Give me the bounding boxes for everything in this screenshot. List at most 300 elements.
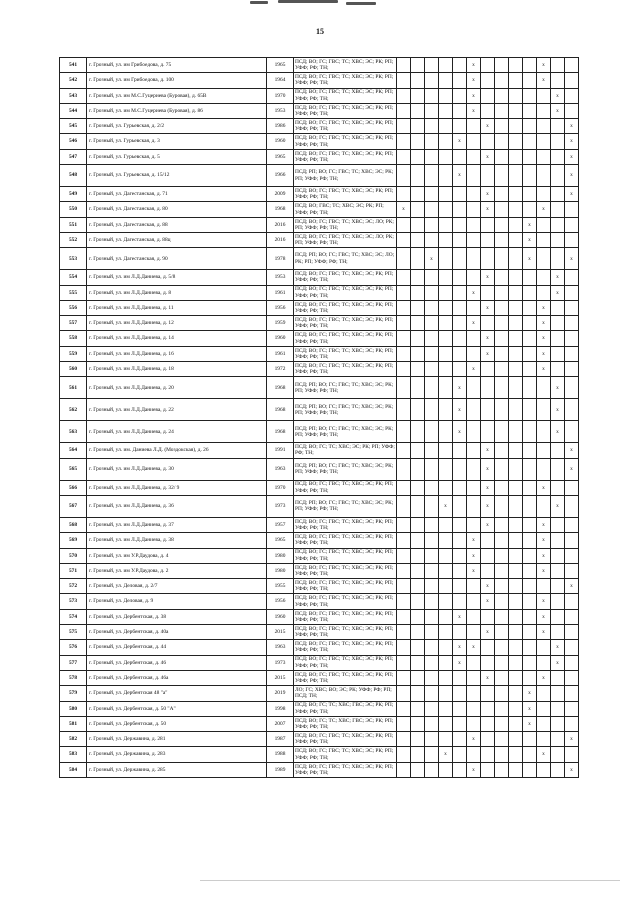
x-mark-icon: x xyxy=(542,366,545,373)
mark-cell xyxy=(411,300,425,315)
mark-cell xyxy=(495,187,509,202)
mark-cell xyxy=(397,58,411,73)
year-cell: 2019 xyxy=(267,686,294,701)
mark-cell xyxy=(551,331,565,346)
x-mark-icon: x xyxy=(542,598,545,605)
table-row xyxy=(60,533,579,548)
row-number: 566 xyxy=(60,480,87,495)
categories-cell: ПСД; ВО; ГС; ГВС; ТС; ХВС; ЭС; РК; РП; УФФ; РФ; ТН; xyxy=(294,732,397,747)
mark-cell xyxy=(495,563,509,578)
page-number: 15 xyxy=(316,27,324,36)
x-mark-icon: x xyxy=(472,766,475,773)
categories-cell: ПСД; ВО; ГС; ГВС; ТС; ХВС; ЭС; РК; РП; УФФ; РФ; ТН; xyxy=(294,480,397,495)
x-mark-icon: x xyxy=(472,62,475,68)
mark-cell xyxy=(425,217,439,232)
mark-cell xyxy=(523,701,537,716)
address-cell: г. Грозный, ул. им Л.Д.Даниева, д. 12 xyxy=(87,316,267,331)
mark-cell xyxy=(537,563,551,578)
mark-cell xyxy=(565,640,579,655)
mark-cell xyxy=(467,548,481,563)
mark-cell xyxy=(425,73,439,88)
mark-cell xyxy=(523,579,537,594)
categories-cell: ПСД; РП; ВО; ГС; ГВС; ТС; ХВС; ЭС; РК; РП; УФФ; РФ; ТН; xyxy=(294,399,397,421)
mark-cell xyxy=(453,625,467,640)
mark-cell xyxy=(509,331,523,346)
mark-cell xyxy=(411,134,425,149)
year-cell: 1956 xyxy=(267,300,294,315)
year-cell: 1965 xyxy=(267,58,294,73)
mark-cell xyxy=(467,517,481,532)
mark-cell xyxy=(481,716,495,731)
table-row xyxy=(60,331,579,346)
x-mark-icon: x xyxy=(542,335,545,342)
mark-cell xyxy=(467,579,481,594)
x-mark-icon: x xyxy=(570,447,573,454)
mark-cell xyxy=(453,421,467,443)
mark-cell xyxy=(439,149,453,164)
mark-cell xyxy=(565,594,579,609)
categories-cell: ПСД; ВО; ГС; ГВС; ТС; ХВС; ЭС; ЛО; РК; РП; УФФ; РФ; ТН; xyxy=(294,232,397,247)
categories-cell: ПСД; РП; ВО; ГС; ГВС; ТС; ХВС; ЭС; РК; РП; УФФ; РФ; ТН; xyxy=(294,495,397,517)
mark-cell xyxy=(411,480,425,495)
mark-cell xyxy=(509,421,523,443)
mark-cell xyxy=(425,362,439,377)
mark-cell xyxy=(453,331,467,346)
mark-cell xyxy=(411,762,425,777)
year-cell: 1955 xyxy=(267,579,294,594)
x-mark-icon: x xyxy=(542,521,545,528)
mark-cell xyxy=(523,103,537,118)
mark-cell xyxy=(411,103,425,118)
row-number: 545 xyxy=(60,119,87,134)
year-cell: 1968 xyxy=(267,377,294,399)
mark-cell xyxy=(425,248,439,270)
mark-cell xyxy=(481,609,495,624)
mark-cell xyxy=(397,579,411,594)
categories-cell: ПСД; ВО; ГС; ГВС; ТС; ХВС; ЭС; РК; РП; УФФ; РФ; ТН; xyxy=(294,285,397,300)
mark-cell xyxy=(397,686,411,701)
address-cell: г. Грозный, ул. им Л.Д.Даниева, д. 37 xyxy=(87,517,267,532)
mark-cell xyxy=(495,480,509,495)
address-cell: г. Грозный, ул. Дербентская, д. 46а xyxy=(87,670,267,685)
mark-cell xyxy=(411,640,425,655)
year-cell: 1960 xyxy=(267,331,294,346)
year-cell: 1956 xyxy=(267,594,294,609)
table-row xyxy=(60,300,579,315)
mark-cell xyxy=(397,232,411,247)
mark-cell xyxy=(397,563,411,578)
x-mark-icon: x xyxy=(528,236,531,243)
row-number: 583 xyxy=(60,747,87,762)
mark-cell xyxy=(523,594,537,609)
mark-cell xyxy=(481,103,495,118)
mark-cell xyxy=(425,701,439,716)
mark-cell xyxy=(411,316,425,331)
mark-cell xyxy=(495,202,509,217)
x-mark-icon: x xyxy=(542,304,545,311)
mark-cell xyxy=(523,58,537,73)
mark-cell xyxy=(565,548,579,563)
mark-cell xyxy=(467,762,481,777)
mark-cell xyxy=(551,609,565,624)
year-cell: 1986 xyxy=(267,119,294,134)
mark-cell xyxy=(537,346,551,361)
year-cell: 1987 xyxy=(267,732,294,747)
mark-cell xyxy=(411,187,425,202)
mark-cell xyxy=(397,655,411,670)
year-cell: 1953 xyxy=(267,270,294,285)
categories-cell: ПСД; ВО; ГС; ГВС; ТС; ХВС; ЭС; РК; РП; УФФ; РФ; ТН; xyxy=(294,517,397,532)
mark-cell xyxy=(495,285,509,300)
mark-cell xyxy=(509,458,523,480)
table-row xyxy=(60,458,579,480)
mark-cell xyxy=(425,300,439,315)
categories-cell: ПСД; ВО; ГС; ТС; ХВС; ЭС; РК; РП; УФФ; РФ; ТН; xyxy=(295,444,395,457)
mark-cell xyxy=(565,88,579,103)
mark-cell xyxy=(565,686,579,701)
mark-cell xyxy=(495,165,509,187)
mark-cell xyxy=(523,232,537,247)
mark-cell xyxy=(495,134,509,149)
x-mark-icon: x xyxy=(542,552,545,559)
x-mark-icon: x xyxy=(570,123,573,130)
year-cell: 2015 xyxy=(267,625,294,640)
categories-cell: ПСД; ВО; ГС; ГВС; ТС; ХВС; ЭС; РК; РП; УФФ; РФ; ТН; xyxy=(294,609,397,624)
x-mark-icon: x xyxy=(570,583,573,590)
mark-cell xyxy=(551,533,565,548)
x-mark-icon: x xyxy=(556,107,559,114)
mark-cell xyxy=(411,517,425,532)
mark-cell xyxy=(537,73,551,88)
mark-cell xyxy=(495,377,509,399)
year-cell: 1963 xyxy=(267,640,294,655)
x-mark-icon: x xyxy=(556,406,559,413)
row-number: 541 xyxy=(60,58,87,73)
mark-cell xyxy=(523,732,537,747)
mark-cell xyxy=(425,517,439,532)
mark-cell xyxy=(565,134,579,149)
year-cell: 1972 xyxy=(267,362,294,377)
mark-cell xyxy=(397,548,411,563)
mark-cell xyxy=(565,346,579,361)
mark-cell xyxy=(453,762,467,777)
mark-cell xyxy=(481,732,495,747)
mark-cell xyxy=(481,747,495,762)
mark-cell xyxy=(453,399,467,421)
table-row xyxy=(60,73,579,88)
row-number: 542 xyxy=(60,73,87,88)
mark-cell xyxy=(467,686,481,701)
year-cell: 1970 xyxy=(267,88,294,103)
mark-cell xyxy=(411,285,425,300)
address-cell: г. Грозный, ул. им Л.Д.Даниева, д. 14 xyxy=(87,331,267,346)
mark-cell xyxy=(509,625,523,640)
mark-cell xyxy=(509,640,523,655)
mark-cell xyxy=(509,300,523,315)
mark-cell xyxy=(397,285,411,300)
x-mark-icon: x xyxy=(486,304,489,311)
mark-cell xyxy=(425,88,439,103)
mark-cell xyxy=(411,701,425,716)
mark-cell xyxy=(439,346,453,361)
year-cell: 1965 xyxy=(267,149,294,164)
row-number: 558 xyxy=(60,331,87,346)
mark-cell xyxy=(467,732,481,747)
address-cell: г. Грозный, ул. Дагестанская, д. 88 xyxy=(87,217,267,232)
row-number: 550 xyxy=(60,202,87,217)
mark-cell xyxy=(439,421,453,443)
row-number: 565 xyxy=(60,458,87,480)
mark-cell xyxy=(565,609,579,624)
mark-cell xyxy=(453,640,467,655)
mark-cell xyxy=(397,670,411,685)
mark-cell xyxy=(425,762,439,777)
mark-cell xyxy=(397,517,411,532)
mark-cell xyxy=(453,58,467,73)
x-mark-icon: x xyxy=(472,92,475,99)
mark-cell xyxy=(411,270,425,285)
mark-cell xyxy=(509,533,523,548)
x-mark-icon: x xyxy=(486,123,489,130)
mark-cell xyxy=(551,300,565,315)
mark-cell xyxy=(453,716,467,731)
mark-cell xyxy=(495,217,509,232)
categories-cell: ПСД; ВО; ГС; ГВС; ТС; ХВС; ЭС; РК; РП; УФФ; РФ; ТН; xyxy=(294,270,397,285)
mark-cell xyxy=(425,232,439,247)
mark-cell xyxy=(411,655,425,670)
year-cell: 1980 xyxy=(267,563,294,578)
table-row xyxy=(60,443,579,458)
mark-cell xyxy=(453,346,467,361)
address-cell: г. Грозный, ул. Дербентская, д. 44 xyxy=(87,640,267,655)
mark-cell xyxy=(453,533,467,548)
mark-cell xyxy=(439,533,453,548)
mark-cell xyxy=(425,119,439,134)
table-row xyxy=(60,655,579,670)
mark-cell xyxy=(425,458,439,480)
mark-cell xyxy=(523,73,537,88)
mark-cell xyxy=(537,119,551,134)
address-cell: г. Грозный, ул. Гурьевская, д. 15/12 xyxy=(87,165,267,187)
address-cell: г. Грозный, ул. Дербентская, д. 38 xyxy=(87,609,267,624)
mark-cell xyxy=(481,58,495,73)
mark-cell xyxy=(509,517,523,532)
mark-cell xyxy=(551,103,565,118)
mark-cell xyxy=(495,331,509,346)
mark-cell xyxy=(411,443,425,458)
categories-cell: ПСД; ВО; ГС; ГВС; ТС; ХВС; ЭС; РК; РП; УФФ; РФ; ТН; xyxy=(294,625,397,640)
row-number: 581 xyxy=(60,716,87,731)
mark-cell xyxy=(551,165,565,187)
x-mark-icon: x xyxy=(402,206,405,213)
address-cell: г. Грозный, ул. им Л.Д.Даниева, д. 24 xyxy=(87,421,267,443)
mark-cell xyxy=(411,202,425,217)
mark-cell xyxy=(439,187,453,202)
address-cell: г. Грозный, ул. Гурьевская, д. 3 xyxy=(87,134,267,149)
mark-cell xyxy=(439,119,453,134)
mark-cell xyxy=(495,362,509,377)
categories-cell: ПСД; ВО; ГС; ТС; ХВС; ГВС; ЭС; РК; РП; УФФ; РФ; ТН; xyxy=(294,716,397,731)
address-cell: г. Грозный, ул. им Л.Д.Даниева, д. 20 xyxy=(87,377,267,399)
categories-cell: ПСД; ВО; ГС; ГВС; ТС; ХВС; ЭС; РК; РП; УФФ; РФ; ТН; xyxy=(294,655,397,670)
mark-cell xyxy=(397,399,411,421)
mark-cell xyxy=(425,495,439,517)
mark-cell xyxy=(397,202,411,217)
mark-cell xyxy=(537,331,551,346)
address-cell: г. Грозный, ул. Деловая, д. 9 xyxy=(87,594,267,609)
mark-cell xyxy=(425,609,439,624)
mark-cell xyxy=(397,640,411,655)
row-number: 575 xyxy=(60,625,87,640)
mark-cell xyxy=(523,270,537,285)
mark-cell xyxy=(495,701,509,716)
mark-cell xyxy=(509,480,523,495)
table-row xyxy=(60,480,579,495)
mark-cell xyxy=(565,655,579,670)
row-number: 570 xyxy=(60,548,87,563)
mark-cell xyxy=(481,480,495,495)
mark-cell xyxy=(467,747,481,762)
categories-cell: ПСД; ВО; ГС; ГВС; ТС; ХВС; ЭС; РК; РП; УФФ; РФ; ТН; xyxy=(294,300,397,315)
row-number: 555 xyxy=(60,285,87,300)
categories-cell: ПСД; ВО; ГС; ГВС; ТС; ХВС; ЭС; РК; РП; УФФ; РФ; ТН; xyxy=(294,88,397,103)
x-mark-icon: x xyxy=(486,274,489,281)
mark-cell xyxy=(439,609,453,624)
mark-cell xyxy=(565,149,579,164)
mark-cell xyxy=(453,670,467,685)
mark-cell xyxy=(481,187,495,202)
mark-cell xyxy=(565,187,579,202)
address-cell: г. Грозный, ул. им М.С.Гуцериева (Буровая), д. 86 xyxy=(87,103,267,118)
mark-cell xyxy=(425,533,439,548)
mark-cell xyxy=(439,300,453,315)
mark-cell xyxy=(439,248,453,270)
mark-cell xyxy=(397,88,411,103)
categories-cell: ПСД; РП; ВО; ГС; ГВС; ТС; ХВС; ЭС; РК; РП; УФФ; РФ; ТН; xyxy=(294,421,397,443)
mark-cell xyxy=(509,149,523,164)
table-row xyxy=(60,594,579,609)
mark-cell xyxy=(565,119,579,134)
mark-cell xyxy=(453,149,467,164)
mark-cell xyxy=(411,579,425,594)
mark-cell xyxy=(537,747,551,762)
mark-cell xyxy=(411,747,425,762)
row-number: 574 xyxy=(60,609,87,624)
year-cell: 1953 xyxy=(267,103,294,118)
mark-cell xyxy=(397,732,411,747)
mark-cell xyxy=(537,495,551,517)
mark-cell xyxy=(439,625,453,640)
mark-cell xyxy=(425,640,439,655)
mark-cell xyxy=(523,517,537,532)
x-mark-icon: x xyxy=(486,465,489,472)
mark-cell xyxy=(551,563,565,578)
mark-cell xyxy=(439,458,453,480)
table-row xyxy=(60,270,579,285)
mark-cell xyxy=(551,716,565,731)
categories-cell: ПСД; ВО; ГС; ГВС; ТС; ХВС; ЭС; РК; РП; УФФ; РФ; ТН; xyxy=(294,73,397,88)
mark-cell xyxy=(397,103,411,118)
year-cell: 1973 xyxy=(267,495,294,517)
mark-cell xyxy=(481,165,495,187)
mark-cell xyxy=(425,655,439,670)
mark-cell xyxy=(481,655,495,670)
mark-cell xyxy=(551,202,565,217)
row-number: 561 xyxy=(60,377,87,399)
mark-cell xyxy=(509,609,523,624)
mark-cell xyxy=(397,149,411,164)
address-cell: г. Грозный, ул. им Л.Д.Даниева, д. 38 xyxy=(87,533,267,548)
mark-cell xyxy=(467,362,481,377)
year-cell: 1988 xyxy=(267,747,294,762)
x-mark-icon: x xyxy=(472,567,475,574)
mark-cell xyxy=(537,300,551,315)
x-mark-icon: x xyxy=(528,255,531,262)
mark-cell xyxy=(509,232,523,247)
mark-cell xyxy=(425,134,439,149)
mark-cell xyxy=(495,88,509,103)
mark-cell xyxy=(523,625,537,640)
mark-cell xyxy=(565,270,579,285)
address-cell: г. Грозный, ул. им Л.Д.Даниева, д. 30 xyxy=(87,458,267,480)
row-number: 568 xyxy=(60,517,87,532)
x-mark-icon: x xyxy=(486,447,489,454)
mark-cell xyxy=(495,458,509,480)
mark-cell xyxy=(411,377,425,399)
categories-cell: ПСД; РП; ВО; ГС; ГВС; ТС; ХВС; ЭС; РК; РП; УФФ; РФ; ТН; xyxy=(294,458,397,480)
row-number: 567 xyxy=(60,495,87,517)
categories-cell: ПСД; ВО; ГС; ГВС; ТС; ХВС; ЭС; РК; РП; УФФ; РФ; ТН; xyxy=(294,579,397,594)
row-number: 543 xyxy=(60,88,87,103)
mark-cell xyxy=(537,625,551,640)
x-mark-icon: x xyxy=(556,384,559,391)
mark-cell xyxy=(453,202,467,217)
mark-cell xyxy=(551,119,565,134)
address-cell: г. Грозный, ул. им Л.Д.Даниева, д. 16 xyxy=(87,346,267,361)
table-row xyxy=(60,202,579,217)
mark-cell xyxy=(565,232,579,247)
mark-cell xyxy=(481,594,495,609)
year-cell: 1968 xyxy=(267,421,294,443)
mark-cell xyxy=(565,202,579,217)
mark-cell xyxy=(425,686,439,701)
mark-cell xyxy=(523,747,537,762)
x-mark-icon: x xyxy=(570,255,573,262)
x-mark-icon: x xyxy=(458,172,461,179)
table-row xyxy=(60,517,579,532)
address-cell: г. Грозный, ул. Деловая, д. 2/7 xyxy=(87,579,267,594)
mark-cell xyxy=(509,119,523,134)
mark-cell xyxy=(551,88,565,103)
mark-cell xyxy=(397,443,411,458)
mark-cell xyxy=(523,686,537,701)
mark-cell xyxy=(551,248,565,270)
mark-cell xyxy=(537,399,551,421)
mark-cell xyxy=(425,346,439,361)
mark-cell xyxy=(551,316,565,331)
mark-cell xyxy=(453,563,467,578)
x-mark-icon: x xyxy=(444,503,447,510)
mark-cell xyxy=(481,316,495,331)
categories-cell: ПСД; ВО; ГС; ГВС; ТС; ХВС; ЭС; РК; РП; УФФ; РФ; ТН; xyxy=(294,149,397,164)
mark-cell xyxy=(425,331,439,346)
mark-cell xyxy=(439,217,453,232)
table-row xyxy=(60,58,579,73)
mark-cell xyxy=(425,579,439,594)
address-cell: г. Грозный, ул. Державина, д. 281 xyxy=(87,732,267,747)
mark-cell xyxy=(551,594,565,609)
mark-cell xyxy=(467,202,481,217)
